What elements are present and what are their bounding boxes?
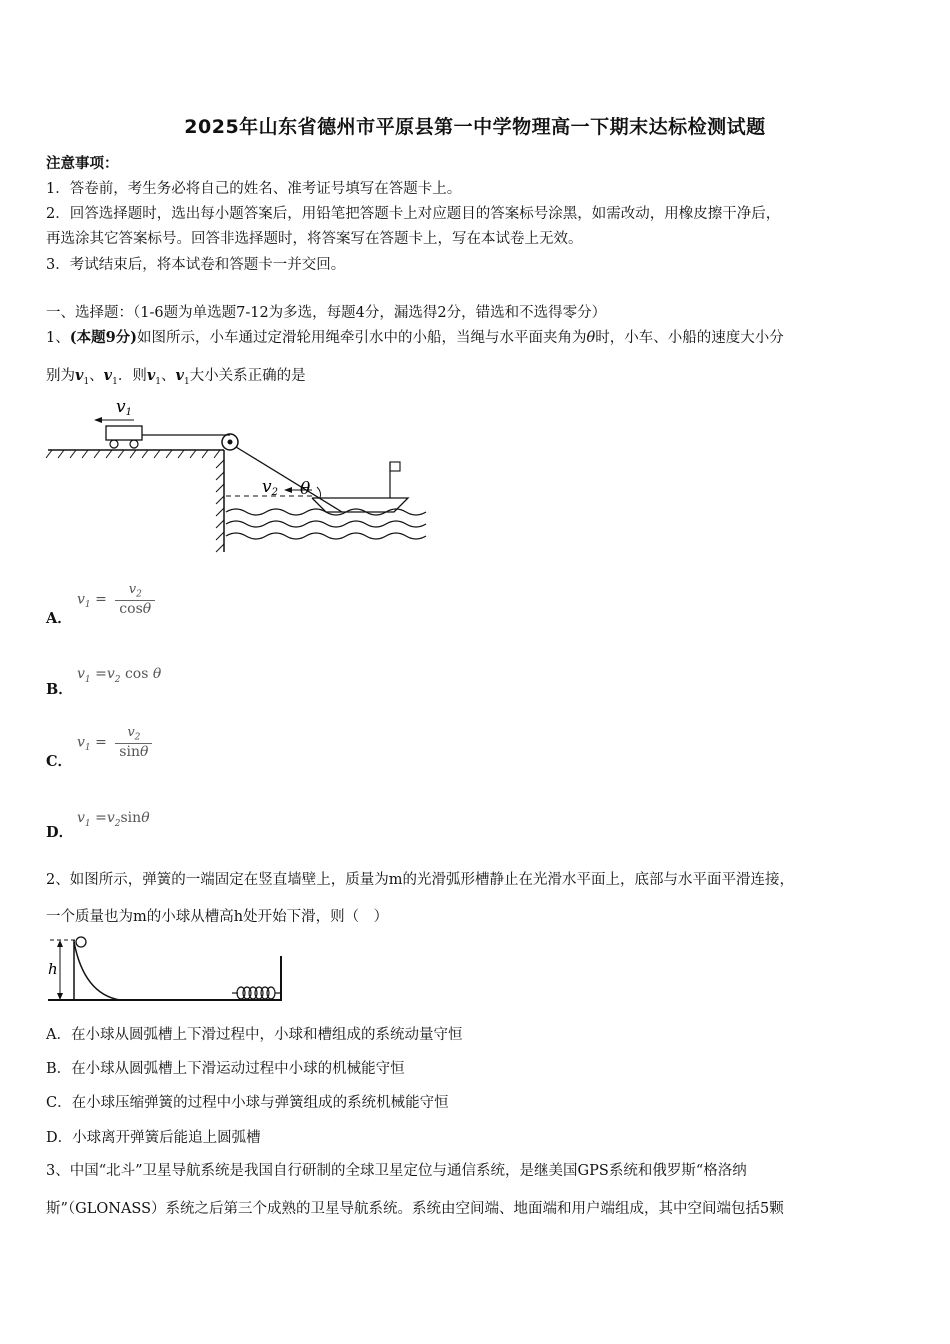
q1-option-d-formula: $v_1 =v_2\sin\theta$ xyxy=(77,810,150,829)
q1-option-d-label[interactable]: D． xyxy=(46,824,74,841)
q2-groove-arc xyxy=(74,942,120,1000)
q1-line2-a: 别为 xyxy=(46,368,75,384)
q2-option-b[interactable]: B．在小球从圆弧槽上下滑运动过程中小球的机械能守恒 xyxy=(46,1061,405,1077)
q1-line2-b: ．则 xyxy=(117,368,147,384)
q3-line2: 斯”（GLONASS）系统之后第三个成熟的卫星导航系统。系统由空间端、地面端和用户端组成，其中空间端包括5颗 xyxy=(46,1201,784,1217)
q1-line1 xyxy=(46,326,784,347)
notice-item-3: 3．考试结束后，将本试卷和答题卡一并交回。 xyxy=(46,257,346,273)
q1-text-a: 如图所示，小车通过定滑轮用绳牵引水中的小船，当绳与水平面夹角为 xyxy=(137,330,587,346)
q1-number: 1、 xyxy=(46,330,70,346)
q2-line1: 2、如图所示，弹簧的一端固定在竖直墙壁上，质量为m的光滑弧形槽静止在光滑水平面上，底部与水平面平滑连接， xyxy=(46,872,794,888)
cart-wheel-right xyxy=(130,440,138,448)
rope-diagonal xyxy=(236,447,342,512)
water-waves xyxy=(226,509,426,539)
wall-hatching xyxy=(216,460,224,552)
q3-line1: 3、中国“北斗”卫星导航系统是我国自行研制的全球卫星定位与通信系统，是继美国GPS系统和俄罗斯“格洛纳 xyxy=(46,1163,747,1179)
q1-sub-1c: 1 xyxy=(155,376,162,387)
q1-sub-1d: 1 xyxy=(183,376,190,387)
q1-sub-1: 1 xyxy=(83,376,90,387)
v1-label: v1 xyxy=(116,397,132,418)
page-title: 2025年山东省德州市平原县第一中学物理高一下期末达标检测试题 xyxy=(184,116,766,138)
q1-var-v1c: v xyxy=(146,367,156,384)
q2-h-arrow-bottom xyxy=(57,993,63,1000)
q2-spring-icon xyxy=(232,987,280,999)
q2-line2: 一个质量也为m的小球从槽高h处开始下滑，则（ ） xyxy=(46,909,389,925)
section-heading: 一、选择题：（1-6题为单选题7-12为多选，每题4分，漏选得2分，错选和不选得零分） xyxy=(46,305,607,321)
q1-line2-c: 大小关系正确的是 xyxy=(189,368,306,384)
q1-option-a-formula: $v_1$ = $\frac{v_2}{\cos\theta}$ xyxy=(77,582,155,617)
q1-line2 xyxy=(46,364,306,387)
theta-label: θ xyxy=(300,479,311,499)
q1-figure xyxy=(44,392,429,557)
boat-flag xyxy=(390,462,400,471)
q2-ball xyxy=(76,937,86,947)
q2-figure xyxy=(44,932,289,1007)
cart-wheel-left xyxy=(110,440,118,448)
v2-label: v2 xyxy=(262,477,278,498)
notice-heading: 注意事项： xyxy=(46,155,119,172)
q2-option-a[interactable]: A．在小球从圆弧槽上下滑过程中，小球和槽组成的系统动量守恒 xyxy=(46,1027,463,1043)
q1-option-b-formula: $v_1 =v_2$ cos θ xyxy=(77,666,162,685)
cart-body xyxy=(106,426,142,440)
q1-theta: θ xyxy=(586,330,596,346)
q1-sep-1: 、 xyxy=(89,368,104,384)
q1-option-c-formula: $v_1$ = $\frac{v_2}{\sin\theta}$ xyxy=(77,725,152,760)
q2-option-d[interactable]: D．小球离开弹簧后能追上圆弧槽 xyxy=(46,1130,261,1146)
q2-option-c[interactable]: C．在小球压缩弹簧的过程中小球与弹簧组成的系统机械能守恒 xyxy=(46,1095,449,1111)
notice-item-1: 1．答卷前，考生务必将自己的姓名、准考证号填写在答题卡上。 xyxy=(46,181,462,197)
q1-points: (本题9分) xyxy=(69,329,138,346)
ground-hatching xyxy=(46,450,220,458)
q1-option-c-label[interactable]: C． xyxy=(46,753,73,770)
q2-h-arrow-top xyxy=(57,940,63,947)
q1-text-b: 时，小车、小船的速度大小分 xyxy=(595,330,784,346)
q1-option-a-label[interactable]: A． xyxy=(46,610,72,627)
v1-arrow-head xyxy=(94,417,102,423)
notice-item-2-cont: 再选涂其它答案标号。回答非选择题时，将答案写在答题卡上，写在本试卷上无效。 xyxy=(46,231,583,247)
v2-arrow-head xyxy=(284,487,292,493)
q1-var-v1: v xyxy=(75,367,84,384)
notice-item-2: 2．回答选择题时，选出每小题答案后，用铅笔把答题卡上对应题目的答案标号涂黑，如需改动，用橡皮擦干净后， xyxy=(46,206,781,222)
pulley-axle xyxy=(228,440,233,445)
q2-h-label: h xyxy=(48,960,58,978)
q1-var-v1b: v xyxy=(103,367,113,384)
q1-sep-2: 、 xyxy=(161,368,176,384)
q1-var-v1d: v xyxy=(175,367,184,384)
q1-option-b-label[interactable]: B． xyxy=(46,681,73,698)
q1-sub-1b: 1 xyxy=(112,376,118,387)
